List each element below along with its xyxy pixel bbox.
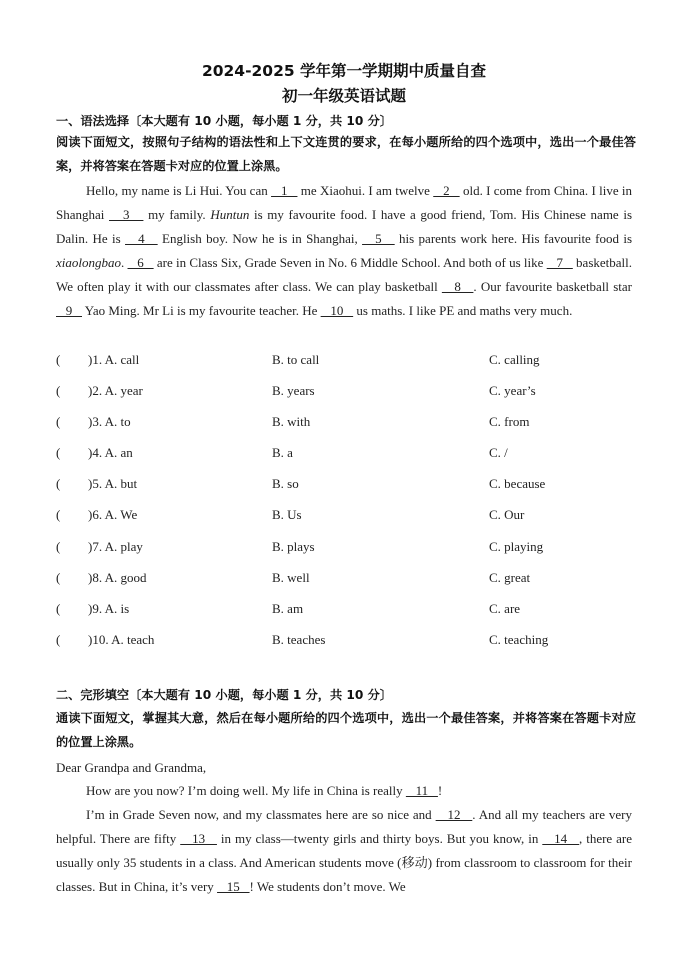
blank-11: 11 — [405, 783, 438, 798]
exam-title-line2: 初一年级英语试题 — [281, 87, 406, 105]
section1-instructions: 阅读下面短文，按照句子结构的语法性和上下文连贯的要求，在每小题所给的四个选项中，选出一个最佳答案，并将答案在答题卡对应的位置上涂黑。 — [56, 135, 636, 173]
blank-4: 4 — [125, 231, 158, 246]
blank-7: 7 — [546, 255, 573, 270]
question-row: ( )3. A. to B. with C. from — [56, 414, 530, 429]
question-row: ( )7. A. play B. plays C. playing — [56, 539, 544, 554]
section2-passage: How are you now? I’m doing well. My life in China is really 11 ! I’m in Grade Seven now, and my classmates here are so nice and 12 . And all my teachers are very helpful. There are fifty 13 in my class—twenty girls and thirty boys. But you know, in 14 , there are usually only 35 students in a class. And American students move (移动) from classroom to classroom for their classes. But in China, it’s very 15 ! We students don’t move. We — [56, 783, 633, 894]
blank-15: 15 — [217, 879, 250, 894]
question-row: ( )10. A. teach B. teaches C. teaching — [56, 632, 549, 647]
question-row: ( )4. A. an B. a C. / — [56, 445, 508, 460]
blank-9: 9 — [56, 303, 82, 318]
blank-14: 14 — [542, 831, 580, 846]
question-row: ( )6. A. We B. Us C. Our — [56, 507, 525, 522]
question-row: ( )5. A. but B. so C. because — [56, 476, 546, 491]
question-row: ( )1. A. call B. to call C. calling — [56, 352, 540, 367]
blank-5: 5 — [362, 231, 395, 246]
section1-heading: 一、语法选择〔本大题有 10 小题，每小题 1 分，共 10 分〕 — [56, 114, 392, 128]
blank-13: 13 — [180, 831, 217, 846]
question-row: ( )9. A. is B. am C. are — [56, 601, 521, 616]
blank-12: 12 — [435, 807, 473, 822]
blank-10: 10 — [320, 303, 354, 318]
blank-2: 2 — [433, 183, 460, 198]
section1-passage: Hello, my name is Li Hui. You can 1 me Xiaohui. I am twelve 2 old. I come from China. I live in Shanghai 3 my family. Huntun is my favourite food. I have a good friend, Tom. His Chinese name is Dalin. He is 4 English boy. Now he is in Shanghai, 5 his parents work here. His favourite food is xiaolongbao. 6 are in Class Six, Grade Seven in No. 6 Middle School. And both of us like 7 basketball. We often play it with our classmates after class. We can play basketball 8 . Our favourite basketball star 9 Yao Ming. Mr Li is my favourite teacher. He 10 us maths. I like PE and maths very much. — [56, 183, 633, 318]
section2-instructions: 通读下面短文，掌握其大意，然后在每小题所给的四个选项中，选出一个最佳答案，并将答案在答题卡对应的位置上涂黑。 — [56, 711, 636, 749]
letter-greeting: Dear Grandpa and Grandma, — [56, 760, 207, 775]
blank-3: 3 — [109, 207, 144, 222]
question-row: ( )8. A. good B. well C. great — [56, 570, 531, 585]
blank-8: 8 — [441, 279, 474, 294]
question-row: ( )2. A. year B. years C. year’s — [56, 383, 536, 398]
section2-heading: 二、完形填空〔本大题有 10 小题，每小题 1 分，共 10 分〕 — [56, 688, 392, 702]
exam-title-line1: 2024-2025 学年第一学期期中质量自查 — [201, 62, 487, 80]
blank-1: 1 — [271, 183, 298, 198]
blank-6: 6 — [127, 255, 154, 270]
